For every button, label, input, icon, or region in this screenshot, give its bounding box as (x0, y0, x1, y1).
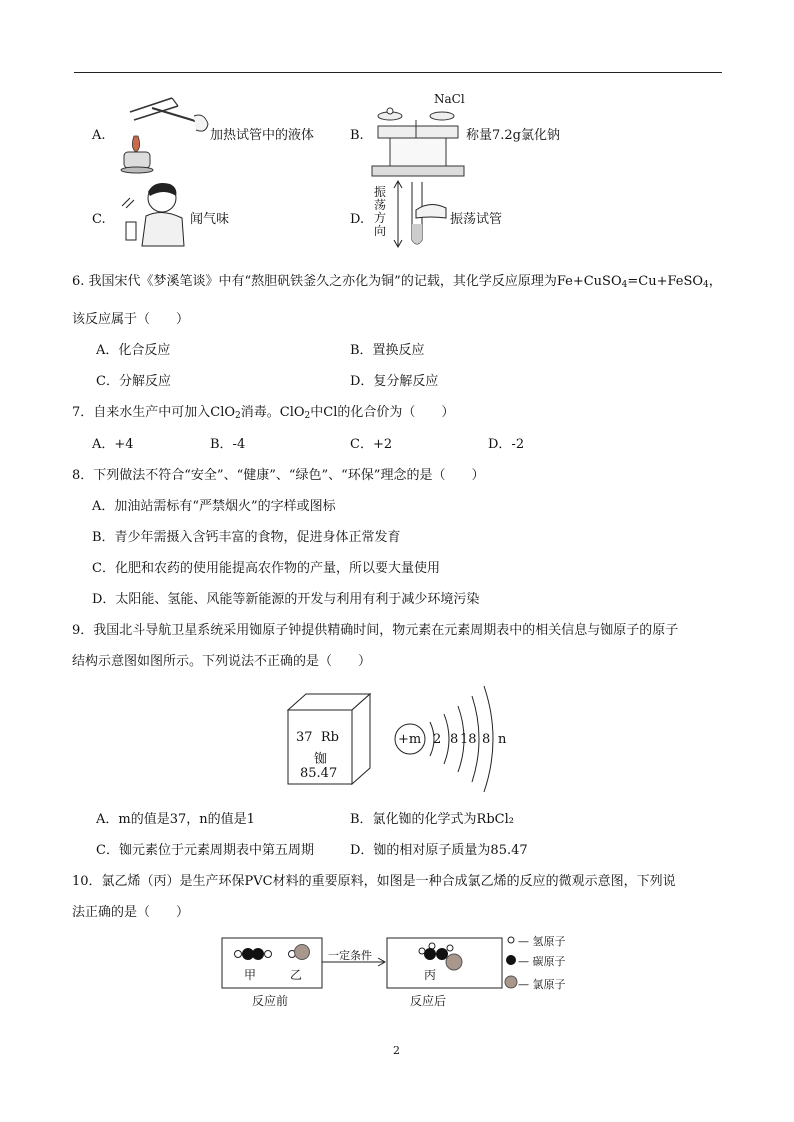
q5-a-text: 加热试管中的液体 (210, 128, 315, 143)
shell-2: 8 (450, 732, 459, 747)
element-cell-number-symbol: 37 Rb (296, 730, 339, 745)
shell-1: 2 (433, 732, 442, 747)
q9-stem-line2: 结构示意图如图所示。下列说法不正确的是（ ） (72, 654, 372, 669)
shaking-tube-figure (390, 180, 450, 250)
legend-carbon: — 碳原子 (518, 955, 566, 968)
q8-option-b: B．青少年需摄入含钙丰富的食物，促进身体正常发育 (92, 530, 401, 545)
legend-chlorine: — 氯原子 (518, 978, 566, 991)
shake-direction-label: 振荡方向 (374, 185, 387, 238)
q8-stem: 8．下列做法不符合“安全”、“健康”、“绿色”、“环保”理念的是（ ） (72, 468, 485, 483)
label-after: 反应后 (410, 994, 447, 1008)
element-cell-name: 铷 (314, 752, 328, 767)
q7-option-b: B．-4 (210, 437, 246, 452)
q6-stem-line1: 6. 我国宋代《梦溪笔谈》中有“熬胆矾铁釜久之亦化为铜”的记载，其化学反应原理为Fe+CuSO$_4$=Cu+FeSO$_4$， (72, 274, 722, 290)
q9-option-d: D．铷的相对原子质量为85.47 (350, 843, 528, 858)
q7-option-c: C．+2 (350, 437, 393, 452)
q5-b-text: 称量7.2g氯化钠 (466, 128, 560, 143)
q5-b-letter: B. (350, 128, 364, 143)
header-rule (74, 72, 722, 73)
q6-option-a: A．化合反应 (96, 343, 171, 358)
q9-option-b: B．氯化铷的化学式为RbCl₂ (350, 812, 514, 827)
label-condition: 一定条件 (328, 949, 372, 962)
label-yi: 乙 (290, 968, 303, 982)
nucleus-charge: +m (398, 732, 422, 747)
smelling-boy-figure (112, 178, 192, 246)
shell-4: 8 (482, 732, 491, 747)
q10-stem-line2: 法正确的是（ ） (72, 905, 190, 920)
q5-c-text: 闻气味 (190, 212, 230, 227)
q8-option-a: A．加油站需标有“严禁烟火”的字样或图标 (92, 499, 336, 514)
q5-d-letter: D. (350, 212, 365, 227)
q6-option-c: C．分解反应 (96, 374, 171, 389)
q6-stem-line2: 该反应属于（ ） (72, 312, 190, 327)
q5-d-text: 振荡试管 (450, 212, 503, 227)
q9-stem-line1: 9．我国北斗导航卫星系统采用铷原子钟提供精确时间，物元素在元素周期表中的相关信息与铷原子的原子 (72, 623, 679, 638)
label-before: 反应前 (252, 994, 289, 1008)
element-cell-mass: 85.47 (300, 766, 338, 781)
q8-option-d: D．太阳能、氢能、风能等新能源的开发与利用有利于减少环境污染 (92, 592, 480, 607)
q6-option-b: B．置换反应 (350, 343, 425, 358)
q5-a-letter: A. (92, 128, 106, 143)
q6-option-d: D．复分解反应 (350, 374, 439, 389)
legend-hydrogen: — 氢原子 (518, 935, 566, 948)
q5-c-letter: C. (92, 212, 106, 227)
q8-option-c: C．化肥和农药的使用能提高农作物的产量，所以要大量使用 (92, 561, 440, 576)
heating-test-tube-figure (112, 90, 207, 180)
q7-option-d: D．-2 (488, 437, 525, 452)
q9-option-a: A．m的值是37，n的值是1 (96, 812, 255, 827)
label-bing: 丙 (424, 968, 437, 982)
shell-5: n (498, 732, 507, 747)
page-number: 2 (393, 1044, 400, 1057)
q7-stem: 7．自来水生产中可加入ClO$_2$消毒。ClO$_2$中Cl的化合价为（ ） (72, 405, 455, 421)
label-jia: 甲 (244, 968, 257, 982)
balance-figure (370, 108, 465, 180)
nacl-label: NaCl (434, 92, 465, 106)
q9-option-c: C．铷元素位于元素周期表中第五周期 (96, 843, 314, 858)
shell-3: 18 (460, 732, 477, 747)
q10-stem-line1: 10．氯乙烯（丙）是生产环保PVC材料的重要原料，如图是一种合成氯乙烯的反应的微观示意图，下列说 (72, 874, 676, 889)
q7-option-a: A．+4 (92, 437, 134, 452)
